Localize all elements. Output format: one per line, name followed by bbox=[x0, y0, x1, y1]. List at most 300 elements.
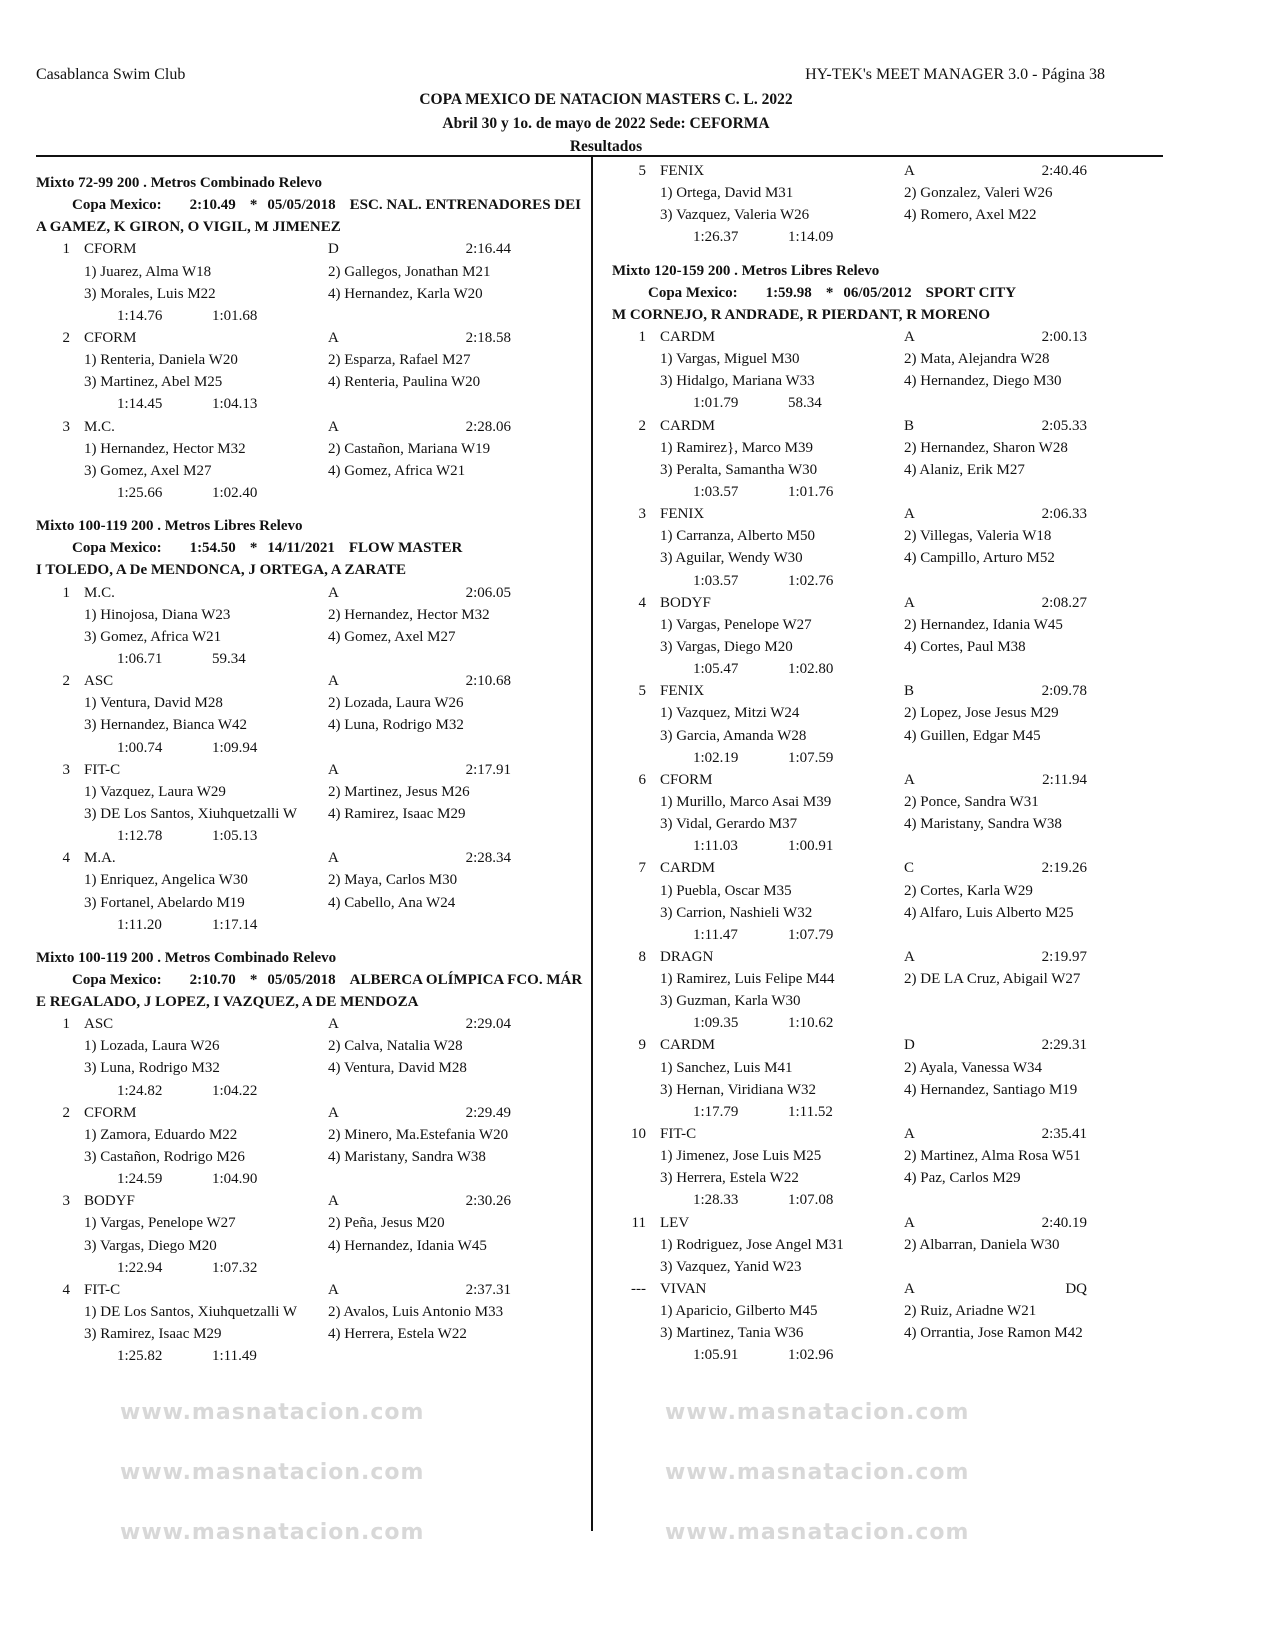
swimmer: 2) Peña, Jesus M20 bbox=[328, 1215, 445, 1232]
team-name: CFORM bbox=[84, 1104, 137, 1121]
record-holders-names: I TOLEDO, A De MENDONCA, J ORTEGA, A ZARATE bbox=[36, 562, 406, 579]
split: 1:02.40 bbox=[212, 484, 258, 501]
splits-line bbox=[36, 825, 588, 847]
swimmers-line bbox=[36, 1212, 588, 1234]
record-date: 05/05/2018 bbox=[267, 197, 336, 214]
result-line bbox=[36, 416, 588, 438]
swimmers-line bbox=[612, 182, 1164, 204]
swimmers-line bbox=[612, 459, 1164, 481]
result-entry bbox=[36, 847, 588, 936]
swimmer: 3) Carrion, Nashieli W32 bbox=[660, 904, 813, 921]
split: 1:04.22 bbox=[212, 1082, 258, 1099]
relay-letter: A bbox=[904, 1126, 915, 1143]
swimmer: 4) Maristany, Sandra W38 bbox=[328, 1149, 486, 1166]
split: 1:02.80 bbox=[788, 661, 834, 678]
relay-letter: A bbox=[904, 1281, 915, 1298]
splits-line bbox=[612, 924, 1164, 946]
swimmer: 2) Castañon, Mariana W19 bbox=[328, 440, 491, 457]
split: 1:04.13 bbox=[212, 396, 258, 413]
final-time: 2:28.34 bbox=[465, 850, 511, 867]
result-line bbox=[36, 670, 588, 692]
swimmer: 1) Renteria, Daniela W20 bbox=[84, 352, 238, 369]
result-entry bbox=[36, 327, 588, 416]
team-name: ASC bbox=[84, 673, 114, 690]
swimmer: 2) Esparza, Rafael M27 bbox=[328, 352, 471, 369]
swimmer: 4) Renteria, Paulina W20 bbox=[328, 374, 481, 391]
swimmers-line bbox=[612, 1167, 1164, 1189]
record-mark: * bbox=[249, 971, 258, 988]
swimmer: 3) Vazquez, Valeria W26 bbox=[660, 207, 810, 224]
relay-letter: A bbox=[328, 673, 339, 690]
record-holder: FLOW MASTER bbox=[348, 540, 463, 557]
splits-line bbox=[36, 393, 588, 415]
swimmer: 3) Hernandez, Bianca W42 bbox=[84, 717, 247, 734]
record-holder: ESC. NAL. ENTRENADORES DEI bbox=[349, 197, 581, 214]
place: 5 bbox=[638, 683, 646, 700]
swimmers-line bbox=[612, 1079, 1164, 1101]
swimmer: 1) Carranza, Alberto M50 bbox=[660, 528, 815, 545]
swimmer: 3) Ramirez, Isaac M29 bbox=[84, 1326, 222, 1343]
split: 1:07.59 bbox=[788, 749, 834, 766]
split: 1:14.45 bbox=[117, 396, 163, 413]
meet-title: COPA MEXICO DE NATACION MASTERS C. L. 2022 bbox=[419, 91, 793, 108]
swimmers-line bbox=[36, 869, 588, 891]
relay-letter: A bbox=[904, 163, 915, 179]
swimmers-line bbox=[36, 892, 588, 914]
swimmer: 1) Vargas, Miguel M30 bbox=[660, 351, 800, 368]
final-time: 2:17.91 bbox=[465, 761, 511, 778]
result-line bbox=[36, 1279, 588, 1301]
splits-line bbox=[36, 1257, 588, 1279]
final-time: 2:40.19 bbox=[1041, 1214, 1087, 1231]
swimmers-line bbox=[36, 803, 588, 825]
team-name: CARDM bbox=[660, 1037, 716, 1054]
swimmers-line bbox=[612, 636, 1164, 658]
result-entry bbox=[612, 415, 1164, 504]
result-entry bbox=[36, 1190, 588, 1279]
swimmer: 3) Hernan, Viridiana W32 bbox=[660, 1081, 816, 1098]
swimmers-line bbox=[612, 1300, 1164, 1322]
event-block bbox=[36, 515, 588, 936]
result-line bbox=[36, 759, 588, 781]
swimmer: 3) Guzman, Karla W30 bbox=[660, 993, 801, 1010]
split: 1:07.79 bbox=[788, 926, 834, 943]
result-line bbox=[612, 160, 1164, 182]
split: 1:17.14 bbox=[212, 916, 258, 933]
swimmers-line bbox=[36, 438, 588, 460]
result-line bbox=[612, 1123, 1164, 1145]
place: 3 bbox=[62, 761, 70, 778]
swimmer: 4) Ramirez, Isaac M29 bbox=[328, 805, 466, 822]
record-mark: * bbox=[825, 284, 834, 301]
swimmer: 4) Romero, Axel M22 bbox=[904, 207, 1037, 224]
team-name: FIT-C bbox=[660, 1126, 697, 1143]
swimmer: 1) Juarez, Alma W18 bbox=[84, 263, 212, 280]
swimmers-line bbox=[612, 525, 1164, 547]
final-time: 2:16.44 bbox=[465, 241, 511, 258]
place: 1 bbox=[638, 328, 646, 345]
swimmer: 4) Campillo, Arturo M52 bbox=[904, 550, 1055, 567]
splits-line bbox=[612, 747, 1164, 769]
event-block bbox=[36, 172, 588, 504]
splits-line bbox=[612, 481, 1164, 503]
result-entry bbox=[612, 326, 1164, 415]
place: 2 bbox=[62, 1104, 70, 1121]
swimmer: 1) Vargas, Penelope W27 bbox=[660, 616, 812, 633]
swimmers-line bbox=[612, 370, 1164, 392]
result-entry bbox=[612, 946, 1164, 1035]
result-line bbox=[612, 857, 1164, 879]
swimmer: 1) Jimenez, Jose Luis M25 bbox=[660, 1148, 822, 1165]
team-name: FENIX bbox=[660, 683, 705, 700]
swimmer: 3) Peralta, Samantha W30 bbox=[660, 461, 818, 478]
relay-letter: A bbox=[328, 329, 339, 346]
team-name: FENIX bbox=[660, 163, 705, 179]
swimmer: 3) Herrera, Estela W22 bbox=[660, 1170, 799, 1187]
result-entry bbox=[36, 416, 588, 505]
software-page-label: HY-TEK's MEET MANAGER 3.0 - Página 38 bbox=[805, 66, 1105, 83]
swimmer: 1) Vargas, Penelope W27 bbox=[84, 1215, 236, 1232]
split: 59.34 bbox=[212, 650, 246, 667]
swimmers-line bbox=[612, 990, 1164, 1012]
swimmer: 4) Alfaro, Luis Alberto M25 bbox=[904, 904, 1074, 921]
swimmer: 2) Mata, Alejandra W28 bbox=[904, 351, 1050, 368]
result-entry bbox=[36, 1279, 588, 1368]
split: 1:17.79 bbox=[693, 1103, 739, 1120]
split: 1:11.49 bbox=[212, 1348, 257, 1365]
results-column-right bbox=[612, 160, 1164, 1367]
split: 1:12.78 bbox=[117, 828, 163, 845]
swimmers-line bbox=[612, 902, 1164, 924]
swimmer: 1) Ramirez, Luis Felipe M44 bbox=[660, 971, 835, 988]
swimmer: 1) Aparicio, Gilberto M45 bbox=[660, 1303, 818, 1320]
swimmer: 1) Hinojosa, Diana W23 bbox=[84, 606, 231, 623]
record-holders-names: A GAMEZ, K GIRON, O VIGIL, M JIMENEZ bbox=[36, 219, 341, 236]
result-entry bbox=[612, 503, 1164, 592]
split: 1:09.35 bbox=[693, 1015, 739, 1032]
splits-line bbox=[36, 305, 588, 327]
split: 1:04.90 bbox=[212, 1171, 258, 1188]
final-time: 2:29.04 bbox=[465, 1016, 511, 1033]
header-rule bbox=[36, 155, 1163, 157]
team-name: CFORM bbox=[84, 241, 137, 258]
swimmers-line bbox=[612, 614, 1164, 636]
final-time: 2:29.49 bbox=[465, 1104, 511, 1121]
team-name: FIT-C bbox=[84, 1281, 121, 1298]
swimmer: 4) Hernandez, Idania W45 bbox=[328, 1237, 487, 1254]
splits-line bbox=[36, 914, 588, 936]
splits-line bbox=[612, 570, 1164, 592]
place: 11 bbox=[631, 1214, 646, 1231]
final-time: 2:10.68 bbox=[465, 673, 511, 690]
relay-letter: A bbox=[328, 584, 339, 601]
final-time: 2:35.41 bbox=[1041, 1126, 1087, 1143]
split: 1:28.33 bbox=[693, 1192, 739, 1209]
place: 1 bbox=[62, 241, 70, 258]
swimmer: 2) Lozada, Laura W26 bbox=[328, 695, 464, 712]
team-name: BODYF bbox=[660, 594, 711, 611]
place: 3 bbox=[62, 1193, 70, 1210]
final-time: 2:11.94 bbox=[1042, 771, 1087, 788]
swimmers-line bbox=[36, 1057, 588, 1079]
swimmers-line bbox=[612, 880, 1164, 902]
swimmers-line bbox=[612, 437, 1164, 459]
swimmers-line bbox=[612, 1145, 1164, 1167]
relay-letter: A bbox=[904, 328, 915, 345]
place: 2 bbox=[62, 329, 70, 346]
swimmer: 2) Lopez, Jose Jesus M29 bbox=[904, 705, 1059, 722]
section-title: Resultados bbox=[569, 138, 643, 155]
split: 1:07.32 bbox=[212, 1259, 258, 1276]
final-time: 2:05.33 bbox=[1041, 417, 1087, 434]
swimmers-line bbox=[36, 283, 588, 305]
relay-letter: A bbox=[904, 771, 915, 788]
swimmer: 4) Maristany, Sandra W38 bbox=[904, 816, 1062, 833]
team-name: CFORM bbox=[84, 329, 137, 346]
result-line bbox=[36, 1102, 588, 1124]
swimmer: 2) Avalos, Luis Antonio M33 bbox=[328, 1304, 504, 1321]
result-line bbox=[612, 769, 1164, 791]
swimmers-line bbox=[36, 261, 588, 283]
swimmers-line bbox=[612, 968, 1164, 990]
event-block bbox=[612, 260, 1164, 1367]
place: 4 bbox=[638, 594, 646, 611]
splits-line bbox=[612, 1012, 1164, 1034]
team-name: CARDM bbox=[660, 328, 716, 345]
watermark: www.masnatacion.com bbox=[120, 1400, 425, 1425]
team-name: M.C. bbox=[84, 418, 115, 435]
final-time: 2:29.31 bbox=[1041, 1037, 1087, 1054]
watermark: www.masnatacion.com bbox=[120, 1520, 425, 1545]
swimmer: 4) Cortes, Paul M38 bbox=[904, 638, 1026, 655]
split: 1:25.82 bbox=[117, 1348, 163, 1365]
swimmer: 2) Ayala, Vanessa W34 bbox=[904, 1059, 1043, 1076]
record-label: Copa Mexico: bbox=[648, 284, 738, 301]
swimmer: 2) Albarran, Daniela W30 bbox=[904, 1236, 1060, 1253]
swimmer: 2) Martinez, Jesus M26 bbox=[328, 783, 470, 800]
swimmer: 2) DE LA Cruz, Abigail W27 bbox=[904, 971, 1081, 988]
swimmer: 2) Villegas, Valeria W18 bbox=[904, 528, 1052, 545]
watermark: www.masnatacion.com bbox=[120, 1460, 425, 1485]
result-entry bbox=[36, 238, 588, 327]
swimmer: 1) Zamora, Eduardo M22 bbox=[84, 1126, 238, 1143]
split: 1:24.82 bbox=[117, 1082, 163, 1099]
final-time: 2:06.05 bbox=[465, 584, 511, 601]
swimmer: 4) Paz, Carlos M29 bbox=[904, 1170, 1021, 1187]
swimmers-line bbox=[612, 702, 1164, 724]
record-time: 1:54.50 bbox=[189, 540, 236, 557]
team-name: VIVAN bbox=[660, 1281, 707, 1298]
swimmer: 2) Ponce, Sandra W31 bbox=[904, 793, 1039, 810]
relay-letter: A bbox=[904, 948, 915, 965]
event-title: Mixto 120-159 200 . Metros Libres Relevo bbox=[612, 262, 880, 279]
place: --- bbox=[631, 1281, 646, 1298]
final-time: 2:19.97 bbox=[1041, 948, 1087, 965]
swimmer: 1) Vazquez, Mitzi W24 bbox=[660, 705, 800, 722]
result-line bbox=[36, 1013, 588, 1035]
split: 1:26.37 bbox=[693, 229, 739, 246]
team-name: FIT-C bbox=[84, 761, 121, 778]
split: 1:11.03 bbox=[693, 838, 738, 855]
split: 1:10.62 bbox=[788, 1015, 834, 1032]
swimmer: 1) Lozada, Laura W26 bbox=[84, 1038, 220, 1055]
splits-line bbox=[612, 835, 1164, 857]
split: 1:06.71 bbox=[117, 650, 163, 667]
relay-letter: D bbox=[904, 1037, 915, 1054]
relay-letter: A bbox=[904, 1214, 915, 1231]
split: 58.34 bbox=[788, 395, 822, 412]
relay-letter: A bbox=[328, 761, 339, 778]
place: 3 bbox=[62, 418, 70, 435]
event-block bbox=[612, 160, 1164, 249]
relay-letter: B bbox=[904, 683, 915, 700]
splits-line bbox=[612, 392, 1164, 414]
result-line bbox=[612, 1278, 1164, 1300]
swimmers-line bbox=[612, 348, 1164, 370]
record-line bbox=[612, 282, 1164, 304]
split: 1:01.79 bbox=[693, 395, 739, 412]
relay-letter: A bbox=[328, 1193, 339, 1210]
result-entry bbox=[612, 1212, 1164, 1278]
final-time: 2:37.31 bbox=[465, 1281, 511, 1298]
final-time: 2:08.27 bbox=[1041, 594, 1087, 611]
swimmer: 1) Ortega, David M31 bbox=[660, 185, 794, 202]
result-line bbox=[612, 592, 1164, 614]
splits-line bbox=[612, 658, 1164, 680]
splits-line bbox=[36, 482, 588, 504]
place: 2 bbox=[638, 417, 646, 434]
place: 6 bbox=[638, 771, 646, 788]
event-title: Mixto 100-119 200 . Metros Libres Relevo bbox=[36, 518, 303, 535]
result-line bbox=[612, 946, 1164, 968]
swimmer: 3) Morales, Luis M22 bbox=[84, 285, 216, 302]
swimmer: 4) Ventura, David M28 bbox=[328, 1060, 467, 1077]
place: 5 bbox=[638, 163, 646, 179]
split: 1:05.47 bbox=[693, 661, 739, 678]
result-line bbox=[612, 503, 1164, 525]
split: 1:07.08 bbox=[788, 1192, 834, 1209]
record-time: 1:59.98 bbox=[765, 284, 812, 301]
record-time: 2:10.49 bbox=[189, 197, 236, 214]
record-holder: SPORT CITY bbox=[925, 284, 1017, 301]
swimmer: 4) Gomez, Axel M27 bbox=[328, 628, 456, 645]
result-line bbox=[36, 238, 588, 260]
swimmer: 3) Gomez, Africa W21 bbox=[84, 628, 222, 645]
splits-line bbox=[36, 648, 588, 670]
swimmer: 2) Hernandez, Sharon W28 bbox=[904, 439, 1068, 456]
split: 1:02.76 bbox=[788, 572, 834, 589]
result-line bbox=[612, 680, 1164, 702]
team-name: BODYF bbox=[84, 1193, 135, 1210]
split: 1:14.76 bbox=[117, 307, 163, 324]
swimmer: 4) Hernandez, Diego M30 bbox=[904, 373, 1062, 390]
split: 1:01.76 bbox=[788, 483, 834, 500]
swimmer: 2) Ruiz, Ariadne W21 bbox=[904, 1303, 1037, 1320]
swimmers-line bbox=[36, 1146, 588, 1168]
swimmer: 4) Hernandez, Karla W20 bbox=[328, 285, 483, 302]
record-date: 05/05/2018 bbox=[267, 971, 336, 988]
swimmer: 2) Gonzalez, Valeri W26 bbox=[904, 185, 1053, 202]
record-date: 06/05/2012 bbox=[843, 284, 912, 301]
final-time: 2:00.13 bbox=[1041, 328, 1087, 345]
swimmer: 3) Martinez, Abel M25 bbox=[84, 374, 223, 391]
result-line bbox=[612, 415, 1164, 437]
result-entry bbox=[36, 759, 588, 848]
swimmer: 3) DE Los Santos, Xiuhquetzalli W bbox=[84, 805, 298, 822]
relay-letter: C bbox=[904, 860, 915, 877]
split: 1:22.94 bbox=[117, 1259, 163, 1276]
record-mark: * bbox=[249, 540, 258, 557]
place: 9 bbox=[638, 1037, 646, 1054]
split: 1:01.68 bbox=[212, 307, 258, 324]
split: 1:05.91 bbox=[693, 1347, 739, 1364]
swimmer: 3) Aguilar, Wendy W30 bbox=[660, 550, 803, 567]
swimmer: 4) Hernandez, Santiago M19 bbox=[904, 1081, 1078, 1098]
split: 1:03.57 bbox=[693, 483, 739, 500]
swimmers-line bbox=[612, 1256, 1164, 1278]
swimmer: 3) Gomez, Axel M27 bbox=[84, 462, 212, 479]
swimmer: 2) Cortes, Karla W29 bbox=[904, 882, 1033, 899]
swimmers-line bbox=[36, 604, 588, 626]
swimmers-line bbox=[612, 813, 1164, 835]
event-title: Mixto 72-99 200 . Metros Combinado Relevo bbox=[36, 175, 322, 191]
splits-line bbox=[612, 1189, 1164, 1211]
final-time: 2:06.33 bbox=[1041, 506, 1087, 523]
swimmer: 1) Sanchez, Luis M41 bbox=[660, 1059, 793, 1076]
swimmers-line bbox=[36, 692, 588, 714]
swimmer: 2) Minero, Ma.Estefania W20 bbox=[328, 1126, 509, 1143]
split: 1:14.09 bbox=[788, 229, 834, 246]
swimmers-line bbox=[612, 1322, 1164, 1344]
swimmers-line bbox=[36, 714, 588, 736]
swimmer: 4) Herrera, Estela W22 bbox=[328, 1326, 467, 1343]
record-holder: ALBERCA OLÍMPICA FCO. MÁR bbox=[349, 971, 583, 988]
swimmer: 4) Orrantia, Jose Ramon M42 bbox=[904, 1325, 1083, 1342]
swimmers-line bbox=[36, 1124, 588, 1146]
swimmer: 4) Cabello, Ana W24 bbox=[328, 894, 456, 911]
swimmers-line bbox=[36, 371, 588, 393]
relay-letter: A bbox=[328, 1281, 339, 1298]
result-line bbox=[36, 582, 588, 604]
swimmer: 1) Hernandez, Hector M32 bbox=[84, 440, 246, 457]
record-label: Copa Mexico: bbox=[72, 197, 162, 214]
final-time: 2:09.78 bbox=[1041, 683, 1087, 700]
result-line bbox=[612, 326, 1164, 348]
split: 1:24.59 bbox=[117, 1171, 163, 1188]
swimmers-line bbox=[36, 460, 588, 482]
place: 10 bbox=[631, 1126, 646, 1143]
result-entry bbox=[36, 1102, 588, 1191]
swimmer: 1) Rodriguez, Jose Angel M31 bbox=[660, 1236, 844, 1253]
place: 4 bbox=[62, 850, 70, 867]
swimmer: 2) Hernandez, Idania W45 bbox=[904, 616, 1063, 633]
result-line bbox=[36, 327, 588, 349]
swimmers-line bbox=[612, 1057, 1164, 1079]
swimmer: 2) Martinez, Alma Rosa W51 bbox=[904, 1148, 1081, 1165]
watermark: www.masnatacion.com bbox=[665, 1400, 970, 1425]
result-entry bbox=[36, 1013, 588, 1102]
result-entry bbox=[612, 1034, 1164, 1123]
split: 1:05.13 bbox=[212, 828, 258, 845]
swimmer: 3) Vidal, Gerardo M37 bbox=[660, 816, 798, 833]
result-entry bbox=[612, 680, 1164, 769]
swimmers-line bbox=[36, 1035, 588, 1057]
relay-letter: A bbox=[328, 1016, 339, 1033]
place: 7 bbox=[638, 860, 646, 877]
record-label: Copa Mexico: bbox=[72, 540, 162, 557]
record-holders-names: E REGALADO, J LOPEZ, I VAZQUEZ, A DE MENDOZA bbox=[36, 994, 419, 1011]
place: 8 bbox=[638, 948, 646, 965]
